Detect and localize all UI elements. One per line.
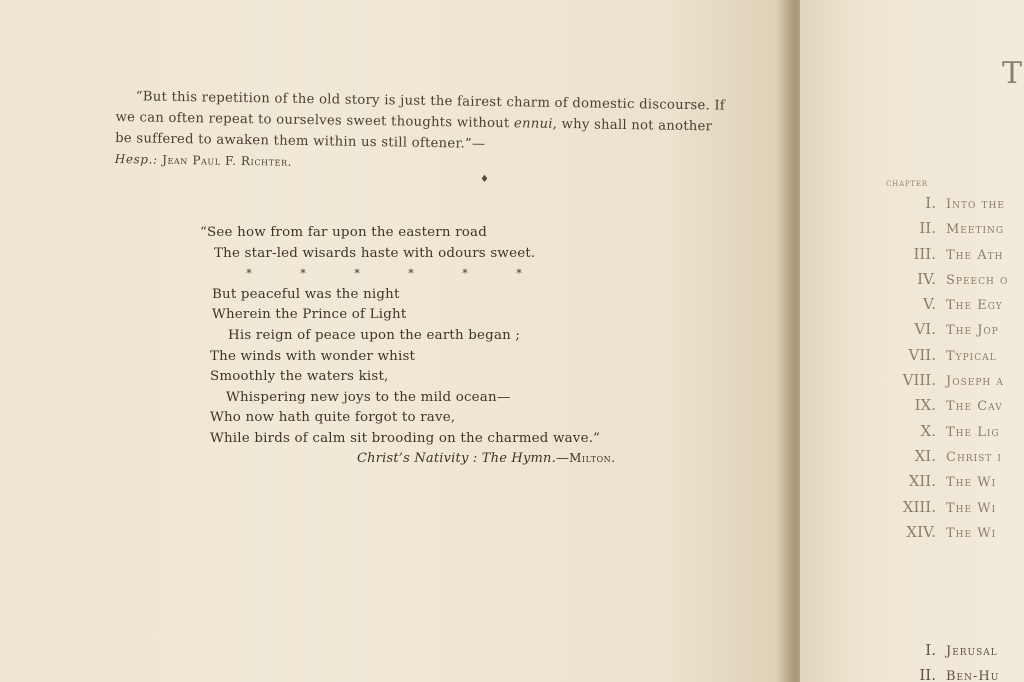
toc-entry: XI. Christ i bbox=[914, 446, 1002, 465]
star-mark: * bbox=[300, 267, 306, 281]
star-mark: * bbox=[408, 267, 414, 281]
poem-line: Who now hath quite forgot to rave, bbox=[210, 410, 456, 426]
toc-entry: IX. The Cav bbox=[914, 396, 1003, 415]
poem-line: “See how from far upon the eastern road bbox=[200, 225, 488, 240]
toc-entry: XII. The Wi bbox=[908, 472, 997, 491]
poem-line: Wherein the Prince of Light bbox=[212, 307, 407, 323]
poem-line: While birds of calm sit brooding on the charmed wave.” bbox=[210, 430, 601, 446]
prose-epigraph bbox=[115, 86, 726, 180]
star-mark: * bbox=[354, 267, 360, 281]
toc-entry: I. Into the bbox=[925, 194, 1005, 212]
toc-entry: VIII. Joseph a bbox=[902, 371, 1004, 390]
poem-line: But peaceful was the night bbox=[212, 286, 400, 302]
toc-entry: VI. The Jop bbox=[914, 320, 999, 339]
toc-entry: V. The Egy bbox=[923, 295, 1003, 314]
poem-stars-row bbox=[222, 264, 702, 285]
poem-source-work: Christ’s Nativity : The Hymn. bbox=[357, 451, 556, 466]
star-mark: * bbox=[516, 267, 522, 281]
poem-attribution: Christ’s Nativity : The Hymn.—Milton. bbox=[357, 451, 616, 466]
toc-entry: III. The Ath bbox=[913, 244, 1004, 263]
toc-entry: II. Ben-Hu bbox=[919, 666, 1000, 682]
contents-title: T bbox=[1002, 56, 1023, 91]
poem-line: The star-led wisards haste with odours sweet. bbox=[214, 245, 536, 261]
star-mark: * bbox=[246, 267, 252, 281]
toc-entry: I. Jerusal bbox=[925, 641, 998, 659]
chapter-column-label: CHAPTER bbox=[886, 180, 928, 188]
contents-list-book-two bbox=[870, 638, 1024, 682]
poem-line: Whispering new joys to the mild ocean— bbox=[226, 389, 511, 405]
poem-epigraph bbox=[200, 223, 680, 466]
toc-entry: X. The Lig bbox=[920, 421, 1000, 440]
toc-entry: XIII. The Wi bbox=[902, 497, 997, 516]
ornament-divider: ♦ bbox=[480, 174, 489, 185]
prose-source-work: Hesp.: bbox=[114, 151, 158, 167]
poem-line: Smoothly the waters kist, bbox=[210, 369, 389, 385]
toc-entry: II. Meeting bbox=[919, 219, 1005, 238]
toc-entry: IV. Speech o bbox=[917, 269, 1009, 288]
poem-source-author: Milton. bbox=[569, 451, 616, 465]
toc-entry: XIV. The Wi bbox=[906, 522, 997, 541]
italic-word-ennui: ennui bbox=[513, 116, 553, 132]
poem-line: The winds with wonder whist bbox=[210, 348, 416, 364]
star-mark: * bbox=[462, 267, 468, 281]
toc-entry: VII. Typical bbox=[908, 345, 997, 364]
prose-source-author: Jean Paul F. Richter. bbox=[162, 152, 293, 169]
poem-line: His reign of peace upon the earth began ; bbox=[228, 327, 521, 343]
contents-list bbox=[870, 191, 1024, 545]
prose-epigraph-text: “But this repetition of the old story is just the fairest charm of domestic discourse. If we can often repeat to ourselves sweet thoughts without ennui, why shall not another be suffered to awaken them within us still oftener.”— bbox=[115, 89, 726, 152]
